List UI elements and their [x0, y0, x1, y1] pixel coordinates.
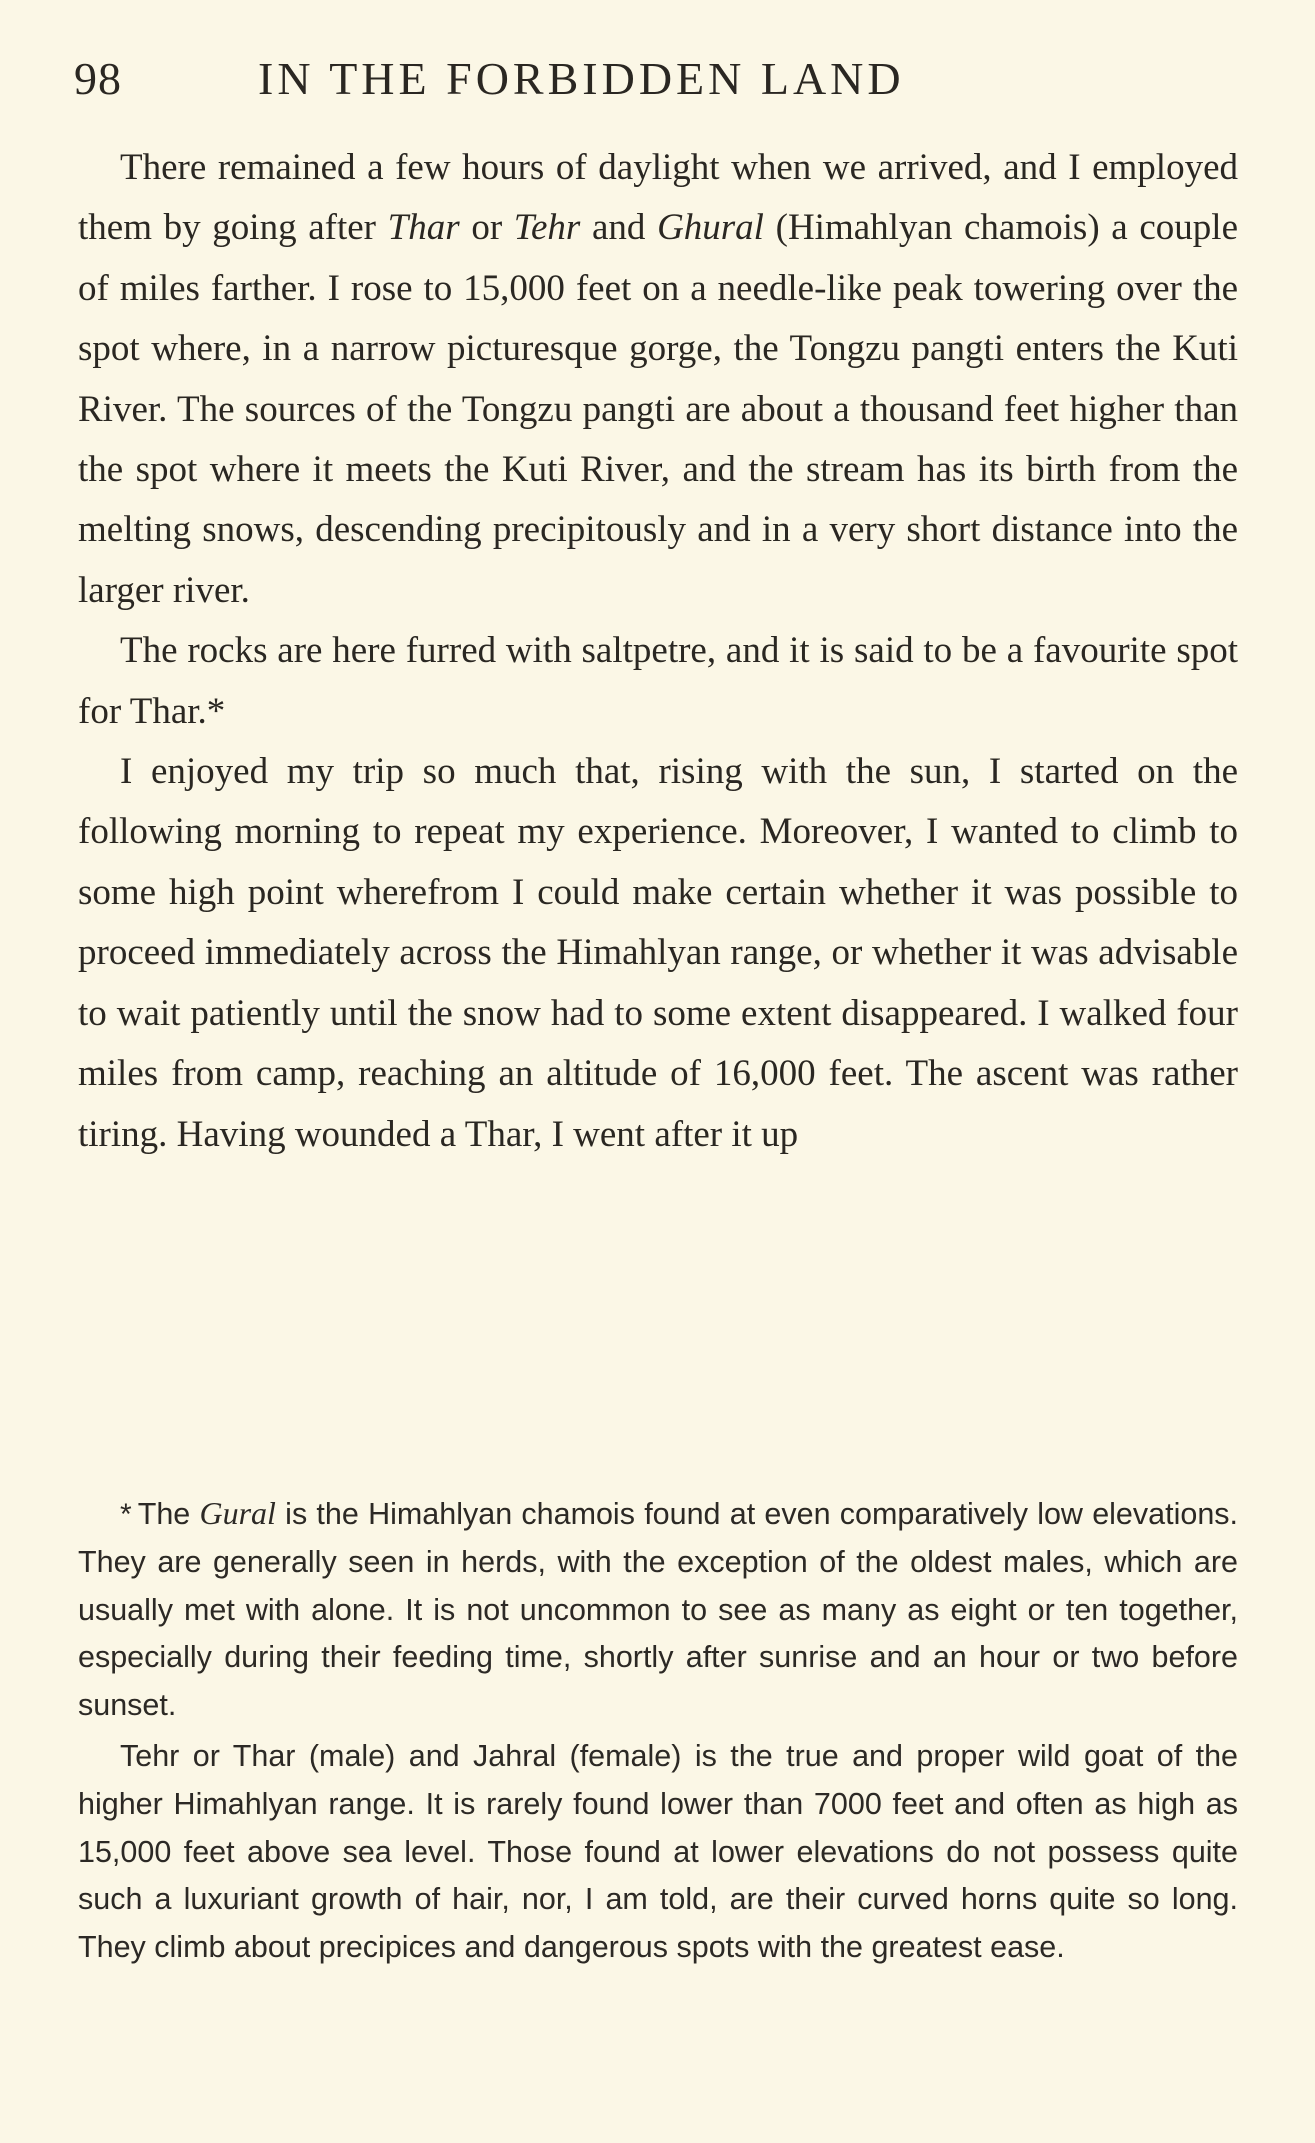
page-number: 98: [74, 53, 122, 104]
paragraph-1: [78, 138, 1238, 621]
paragraph-3: I enjoyed my trip so much that, rising with the sun, I started on the following morning to repeat my experience. Moreover, I wanted to climb to some high point wherefrom I could make certain whether it was possible to proceed immediately across the Himahlyan range, or whether it was advisable to wait patiently until the snow had to some extent disappeared. I walked four miles from camp, reaching an altitude of 16,000 feet. The ascent was rather tiring. Having wounded a Thar, I went after it up: [78, 751, 1238, 1155]
term-ghural: Ghural: [657, 207, 764, 249]
term-thar: Thar: [387, 207, 460, 249]
footnote-1-text-b: is the Himahlyan chamois found at even comparatively low elevations. They are generally seen in herds, with the exception of the oldest males, which are usually met with alone. It is not uncommon to see as many as eight or ten together, especially during their feeding time, shortly after sunrise and an hour or two before sunset.: [78, 1497, 1239, 1723]
footnote-1: [78, 1490, 1238, 1730]
term-tehr: Tehr: [513, 207, 581, 249]
paragraph-1-text-d: (Himahlyan chamois) a couple of miles farther. I rose to 15,000 feet on a needle-like peak towering over the spot where, in a narrow picturesque gorge, the Tongzu pangti enters the Kuti River. The sources of the Tongzu pangti are about a thousand feet higher than the spot where it meets the Kuti River, and the stream has its birth from the melting snows, descending precipitously and in a very short distance into the larger river.: [78, 207, 1238, 611]
paragraph-1-text-c: and: [580, 207, 658, 249]
page-header: [74, 52, 1054, 112]
paragraph-2: The rocks are here furred with saltpetre, and it is said to be a favourite spot for Thar.*: [78, 630, 1238, 732]
running-title: IN THE FORBIDDEN LAND: [258, 53, 905, 104]
main-text: [78, 138, 1238, 1165]
footnote-marker: *: [120, 1498, 132, 1531]
footnote-2: Tehr or Thar (male) and Jahral (female) is the true and proper wild goat of the higher Himahlyan range. It is rarely found lower than 7000 feet and often as high as 15,000 feet above sea level. Those found at lower elevations do not possess quite such a luxuriant growth of hair, nor, I am told, are their curved horns quite so long. They climb about precipices and dangerous spots with the greatest ease.: [78, 1738, 1238, 1965]
term-gural: Gural: [199, 1495, 276, 1531]
footnotes: [78, 1490, 1238, 1972]
paragraph-1-text-b: or: [459, 207, 514, 249]
paragraph-1-text-a: There remained a few hours of daylight when we arrived, and I employed them by going after: [78, 147, 1238, 249]
footnote-1-text-a: The: [137, 1497, 200, 1531]
